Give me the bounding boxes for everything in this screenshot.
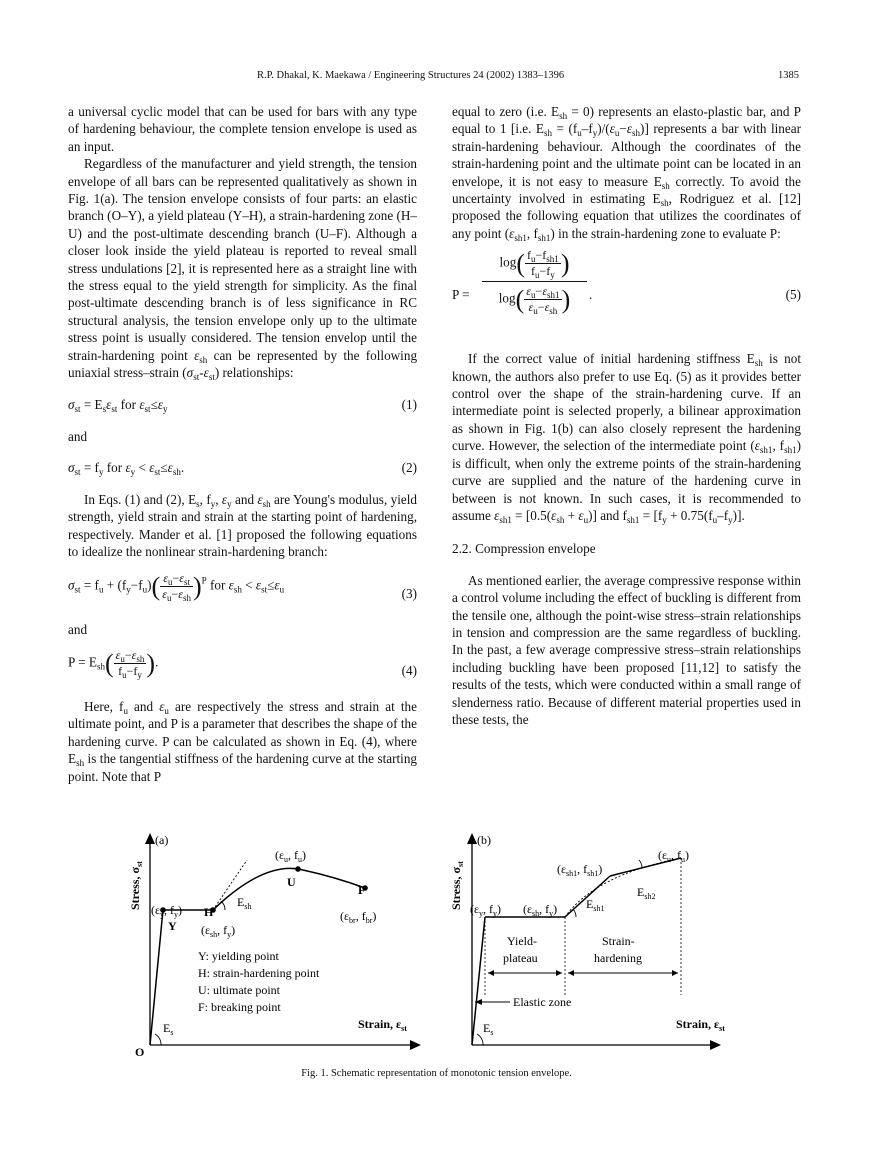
equation-4: $P = E_{sh}$( $\frac{\varepsilon_u-\varepsilon_{sh}}{f_u-f_y}$ ). (4) [68, 647, 417, 680]
paragraph: and [68, 428, 88, 444]
legend-F: F: breaking point [198, 1000, 281, 1014]
right-column [452, 103, 801, 728]
paragraph: equal to zero (i.e. $E_{sh} = 0$) represents an elasto-plastic bar, and P equal to 1 [i.e. $E_{sh} = (f_u-f_y)/(\varepsilon_u-\varepsilon_{sh})$] represents a bar with linear strain-hardening behaviour. Although the coordinates of the strain-hardening point and the ultimate point can be located in an envelope, it is not easy to measure $E_{sh}$ correctly. To avoid the uncertainty involved in estimating $E_{sh}$, Rodriguez et al. [12] proposed the following equation that utilizes the coordinates of any point ($\varepsilon_{sh1}$, $f_{sh1}$) in the strain-hardening zone to evaluate P: [452, 104, 802, 243]
point-U [295, 866, 301, 872]
label-Esh-a: $E_{sh}$ [237, 895, 252, 911]
label-elastic-zone: Elastic zone [513, 995, 572, 1009]
label-eu-fu-b: ($\varepsilon_u$, $f_u$) [658, 848, 690, 864]
paragraph: and [68, 621, 88, 637]
label-strain-hardening-2: hardening [594, 951, 642, 965]
running-header: R.P. Dhakal, K. Maekawa / Engineering Structures 24 (2002) 1383–1396 [257, 70, 565, 81]
label-esh-fy-a: ($\varepsilon_{sh}$, $f_y$) [201, 923, 236, 939]
paragraph: Regardless of the manufacturer and yield strength, the tension envelope of all bars can be represented qualitatively as shown in Fig. 1(a). The tension envelope consists of four parts: an elastic branch (O–Y), a yield plateau (Y–H), a strain-hardening zone (H–U) and the post-ultimate descending branch (U–F). Although a closer look inside the yield plateau is reported to reveal small stress undulations [2], it is represented here as a straight line with the stress equal to the yield strength for simplicity. As the final post-ultimate descending branch is of less significance in RC structural analysis, the tension envelope only up to the ultimate stress point is usually considered. The tension envelop until the strain-hardening point $\varepsilon_{sh}$ can be represented by the following uniaxial stress–strain $(\sigma_{st}-\varepsilon_{st})$ relationships: [68, 156, 418, 383]
label-Esh1: $E_{sh1}$ [586, 897, 605, 913]
y-axis-label-a: Stress, $\sigma_{st}$ [128, 861, 144, 910]
label-Es-b: $E_s$ [483, 1021, 494, 1037]
label-yield-plateau-2: plateau [503, 951, 538, 965]
label-Es-a: $E_s$ [163, 1021, 174, 1037]
x-axis-label-a: Strain, $\varepsilon_{st}$ [358, 1017, 407, 1033]
legend-Y: Y: yielding point [198, 949, 279, 963]
panel-b-label: (b) [477, 833, 491, 847]
label-Y: Y [168, 919, 177, 933]
label-ey-fy-a: ($\varepsilon_y$, $f_y$) [151, 903, 183, 919]
label-H: H [204, 905, 214, 919]
label-strain-hardening-1: Strain- [602, 934, 635, 948]
label-ey-fy-b: ($\varepsilon_y$, $f_y$) [470, 902, 502, 918]
label-U: U [287, 875, 296, 889]
panel-a-label: (a) [155, 833, 169, 847]
y-axis-label-b: Stress, $\sigma_{st}$ [449, 861, 465, 910]
label-esh1-fsh1: ($\varepsilon_{sh1}$, $f_{sh1}$) [557, 862, 603, 878]
figure-caption: Fig. 1. Schematic representation of monotonic tension envelope. [301, 1068, 572, 1079]
equation-5: P = log( $\frac{f_u-f_{sh1}}{f_u-f_y}$ ) log( $\frac{\varepsilon_u-\varepsilon_{sh1}}{\varepsilon_u-\varepsilon_{sh}}$ ) . (5) [452, 248, 801, 317]
label-eu-fu-a: ($\varepsilon_u$, $f_u$) [275, 848, 307, 864]
panel-b-arrows [475, 970, 678, 1005]
section-heading: 2.2. Compression envelope [452, 541, 596, 557]
paragraph: Here, $f_u$ and $\varepsilon_u$ are respectively the stress and strain at the ultimate point, and P is a parameter that describes the shape of the hardening curve. P can be calculated as shown in Eq. (4), where $E_{sh}$ is the tangential stiffness of the hardening curve at the starting point. Note that P [68, 698, 418, 784]
equation-1: $\sigma_{st} = E_s\varepsilon_{st}$ for $\varepsilon_{st}\le\varepsilon_y$ (1) [68, 396, 417, 414]
paragraph: In Eqs. (1) and (2), $E_s$, $f_y$, $\varepsilon_y$ and $\varepsilon_{sh}$ are Young's modulus, yield strength, yield strain and strain at the starting point of hardening, respectively. Mander et al. [1] proposed the following equations to idealize the nonlinear strain-hardening branch: [68, 491, 417, 560]
legend-U: U: ultimate point [198, 983, 280, 997]
equation-2: $\sigma_{st} = f_y$ for $\varepsilon_y < \varepsilon_{st}\le\varepsilon_{sh}$. (2) [68, 459, 417, 477]
paragraph: If the correct value of initial hardening stiffness $E_{sh}$ is not known, the authors also prefer to use Eq. (5) as it provides better control over the shape of the strain-hardening curve. If an intermediate point is selected properly, a bilinear approximation as shown in Fig. 1(b) can also closely represent the hardening curve. However, the selection of the intermediate point ($\varepsilon_{sh1}$, $f_{sh1}$) is difficult, when only the extreme points of the strain-hardening curve are supplied and the nature of the hardening curve in between is not known. In such cases, it is recommended to assume $\varepsilon_{sh1} = [0.5(\varepsilon_{sh} + \varepsilon_u)]$ and $f_{sh1} = [f_y + 0.75(f_u-f_y)]$. [452, 351, 801, 525]
label-ebr-fbr: ($\varepsilon_{br}$, $f_{br}$) [340, 909, 377, 925]
equation-3: $\sigma_{st} = f_u + (f_y-f_u)$( $\frac{\varepsilon_u-\varepsilon_{st}}{\varepsilon_u-\varepsilon_{sh}}$ )$^P$ for $\varepsilon_{sh} < \varepsilon_{st}\le\varepsilon_u$ (3) [68, 570, 417, 603]
paragraph: a universal cyclic model that can be used for bars with any type of hardening behaviour, the complete tension envelope is used as an input. [68, 104, 417, 154]
figure-1 [125, 830, 725, 1062]
label-F: F [358, 883, 366, 897]
label-yield-plateau-1: Yield- [507, 934, 537, 948]
label-esh-fy-b: ($\varepsilon_{sh}$, $f_y$) [523, 902, 558, 918]
left-column [68, 103, 417, 785]
legend-H: H: strain-hardening point [198, 966, 320, 980]
label-Esh2: $E_{sh2}$ [637, 885, 656, 901]
page-number: 1385 [778, 70, 799, 81]
x-axis-label-b: Strain, $\varepsilon_{st}$ [676, 1017, 725, 1033]
paragraph: As mentioned earlier, the average compressive response within a control volume including the effect of buckling is different from the tensile one, although the point-wise stress–strain relationships in tension and compression are the same regardless of buckling. In the past, a few average compressive stress–strain relationships including buckling have been proposed [11,12] to satisfy the results of the tests, which were conducted within a small range of slenderness ratio. Because of different material properties used in these tests, the [452, 572, 801, 727]
label-O: O [135, 1045, 145, 1059]
